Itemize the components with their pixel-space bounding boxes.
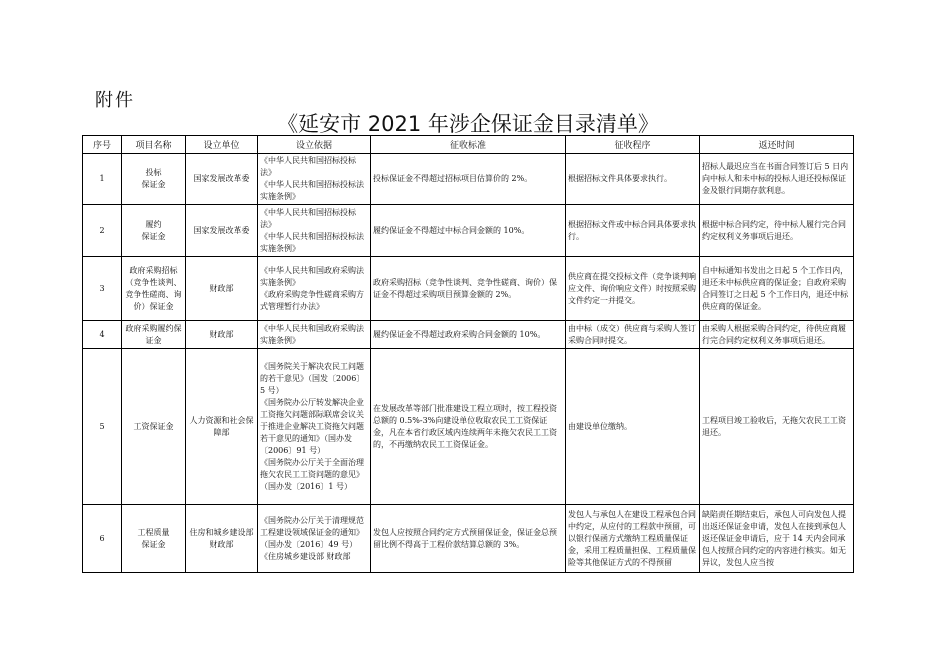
header-standard: 征收标准 <box>371 136 566 154</box>
table-header-row <box>83 136 854 154</box>
row-no: 6 <box>83 505 122 573</box>
row-name: 工资保证金 <box>122 349 186 505</box>
row-unit: 财政部 <box>186 257 258 321</box>
row-basis: 《中华人民共和国政府采购法实施条例》 <box>258 321 371 349</box>
row-unit: 国家发展改革委 <box>186 205 258 257</box>
table-row <box>83 257 854 321</box>
row-procedure: 发包人与承包人在建设工程承包合同中约定，从应付的工程款中预留，可以银行保函方式缴纳工程质量保证金，采用工程质量担保、工程质量保险等其他保证方式的不得预留 <box>566 505 700 573</box>
row-standard: 履约保证金不得超过政府采购合同金额的 10%。 <box>371 321 566 349</box>
row-refund: 根据中标合同约定，待中标人履行完合同约定权利义务事项后退还。 <box>700 205 854 257</box>
row-no: 5 <box>83 349 122 505</box>
row-procedure: 供应商在提交投标文件（竞争谈判响应文件、询价响应文件）时按照采购文件约定一并提交。 <box>566 257 700 321</box>
row-procedure: 由中标（成交）供应商与采购人签订采购合同时提交。 <box>566 321 700 349</box>
row-no: 4 <box>83 321 122 349</box>
table-row <box>83 321 854 349</box>
row-unit: 住房和城乡建设部 财政部 <box>186 505 258 573</box>
row-no: 1 <box>83 154 122 205</box>
row-basis: 《国务院关于解决农民工问题的若干意见》（国发〔2006〕5 号） 《国务院办公厅转发解决企业工资拖欠问题部际联席会议关于推进企业解决工资拖欠问题若干意见的通知》（国办发〔2006〕91 号） 《国务院办公厅关于全面治理拖欠农民工工资问题的意见》（国办发〔2016〕1 号） <box>258 349 371 505</box>
table-row <box>83 505 854 573</box>
header-name: 项目名称 <box>122 136 186 154</box>
header-no: 序号 <box>83 136 122 154</box>
row-procedure: 根据招标文件或中标合同具体要求执行。 <box>566 205 700 257</box>
row-refund: 自中标通知书发出之日起 5 个工作日内，退还未中标供应商的保证金；自政府采购合同签订之日起 5 个工作日内，退还中标供应商的保证金。 <box>700 257 854 321</box>
document-title: 《延安市 2021 年涉企保证金目录清单》 <box>277 112 659 136</box>
row-no: 2 <box>83 205 122 257</box>
row-standard: 政府采购招标（竞争性谈判、竞争性磋商、询价）保证金不得超过采购项目预算金额的 2%。 <box>371 257 566 321</box>
row-refund: 由采购人根据采购合同约定，待供应商履行完合同约定权利义务事项后退还。 <box>700 321 854 349</box>
row-procedure: 由建设单位缴纳。 <box>566 349 700 505</box>
row-unit: 财政部 <box>186 321 258 349</box>
row-standard: 在发展改革等部门批准建设工程立项时，按工程投资总额的 0.5%-3%向建设单位收取农民工工资保证金，凡在本省行政区域内连续两年未拖欠农民工工资的，不再缴纳农民工工资保证金。 <box>371 349 566 505</box>
row-no: 3 <box>83 257 122 321</box>
row-refund: 缺陷责任期结束后，承包人可向发包人提出返还保证金申请，发包人在接到承包人返还保证金申请后，应于 14 天内会同承包人按照合同约定的内容进行核实。如无异议，发包人应当按 <box>700 505 854 573</box>
table-row <box>83 154 854 205</box>
row-name: 投标 保证金 <box>122 154 186 205</box>
guarantee-table <box>82 135 854 573</box>
row-name: 政府采购履约保证金 <box>122 321 186 349</box>
row-refund: 工程项目竣工验收后，无拖欠农民工工资退还。 <box>700 349 854 505</box>
row-procedure: 根据招标文件具体要求执行。 <box>566 154 700 205</box>
row-basis: 《中华人民共和国招标投标法》 《中华人民共和国招标投标法实施条例》 <box>258 205 371 257</box>
row-standard: 发包人应按照合同约定方式预留保证金，保证金总预留比例不得高于工程价款结算总额的 3%。 <box>371 505 566 573</box>
header-refund: 返还时间 <box>700 136 854 154</box>
row-unit: 国家发展改革委 <box>186 154 258 205</box>
row-basis: 《中华人民共和国政府采购法实施条例》 《政府采购竞争性磋商采购方式管理暂行办法》 <box>258 257 371 321</box>
row-refund: 招标人最迟应当在书面合同签订后 5 日内向中标人和未中标的投标人退还投标保证金及银行同期存款利息。 <box>700 154 854 205</box>
table-row <box>83 205 854 257</box>
row-basis: 《中华人民共和国招标投标法》 《中华人民共和国招标投标法实施条例》 <box>258 154 371 205</box>
table-row <box>83 349 854 505</box>
header-procedure: 征收程序 <box>566 136 700 154</box>
row-basis: 《国务院办公厅关于清理规范工程建设领域保证金的通知》（国办发〔2016〕49 号） 《住房城乡建设部 财政部 <box>258 505 371 573</box>
row-standard: 投标保证金不得超过招标项目估算价的 2%。 <box>371 154 566 205</box>
row-name: 政府采购招标（竞争性谈判、竞争性磋商、询价）保证金 <box>122 257 186 321</box>
row-unit: 人力资源和社会保障部 <box>186 349 258 505</box>
header-basis: 设立依据 <box>258 136 371 154</box>
attachment-label: 附件 <box>95 90 135 111</box>
header-unit: 设立单位 <box>186 136 258 154</box>
row-name: 履约 保证金 <box>122 205 186 257</box>
row-name: 工程质量 保证金 <box>122 505 186 573</box>
row-standard: 履约保证金不得超过中标合同金额的 10%。 <box>371 205 566 257</box>
